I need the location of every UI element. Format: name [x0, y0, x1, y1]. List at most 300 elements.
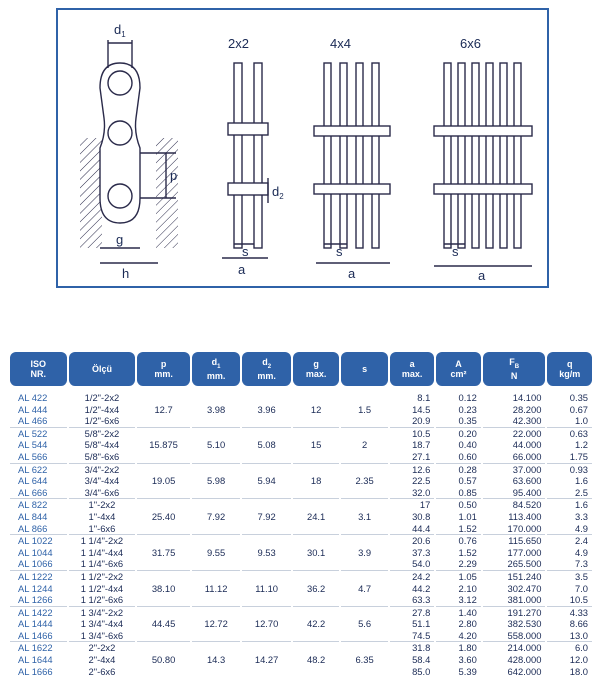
s-cell	[341, 666, 387, 678]
d2-cell	[242, 427, 291, 440]
weight-cell: 2.5	[574, 486, 588, 498]
s-cell	[341, 523, 387, 535]
area-cell: 0.50	[436, 498, 480, 511]
d1-cell	[192, 415, 241, 427]
pitch-cell	[137, 666, 190, 678]
iso-number-cell: AL 566	[18, 450, 48, 462]
weight-cell: 4.9	[574, 546, 588, 558]
table-row	[10, 583, 592, 595]
pitch-cell	[137, 427, 190, 440]
a-max-cell: 58.4	[412, 654, 431, 666]
chain-spec-table-container	[8, 352, 594, 677]
a-max-cell: 18.7	[412, 439, 431, 451]
s-cell	[341, 641, 387, 654]
g-max-cell	[293, 594, 339, 606]
table-row	[10, 392, 592, 404]
iso-number-cell: AL 466	[18, 415, 48, 427]
pitch-cell: 12.7	[154, 403, 173, 415]
area-cell: 4.20	[458, 629, 477, 641]
chain-spec-table	[8, 352, 594, 677]
breaking-force-cell: 381.000	[507, 594, 542, 606]
size-cell: 1 1/2"-6x6	[80, 594, 124, 606]
s-cell	[341, 534, 387, 547]
label-d2: $d_2$	[272, 184, 284, 201]
pitch-cell	[137, 498, 190, 511]
size-cell: 5/8"-2x2	[69, 427, 136, 440]
s-cell: 3.1	[358, 510, 372, 522]
area-cell: 0.60	[458, 450, 477, 462]
a-max-cell: 37.3	[412, 546, 431, 558]
g-max-cell	[293, 451, 339, 463]
a-max-cell: 44.4	[412, 522, 431, 534]
s-cell	[341, 498, 387, 511]
iso-number-cell: AL 822	[10, 498, 67, 511]
table-row	[10, 498, 592, 511]
d1-cell: 14.3	[206, 654, 226, 666]
iso-number-cell: AL 1622	[10, 641, 67, 654]
breaking-force-cell: 558.000	[507, 629, 542, 641]
pitch-cell	[137, 558, 190, 570]
iso-number-cell: AL 1066	[18, 558, 53, 570]
g-max-cell: 18	[310, 475, 322, 487]
area-cell: 0.28	[436, 463, 480, 476]
s-cell	[341, 415, 387, 427]
a-max-cell: 74.5	[412, 629, 431, 641]
d1-cell	[192, 606, 241, 619]
d2-cell	[242, 498, 291, 511]
pitch-cell	[137, 630, 190, 642]
table-row	[10, 523, 592, 535]
d1-cell	[192, 498, 241, 511]
breaking-force-cell: 265.500	[507, 558, 542, 570]
d2-cell	[242, 534, 291, 547]
table-body	[10, 386, 592, 677]
pitch-cell	[137, 392, 190, 404]
a-max-cell: 32.0	[412, 486, 431, 498]
weight-cell: 1.6	[574, 475, 588, 487]
breaking-force-cell: 14.100	[512, 392, 542, 403]
area-cell: 0.23	[458, 403, 477, 415]
area-cell: 0.76	[436, 534, 480, 547]
iso-number-cell: AL 844	[18, 510, 48, 522]
area-cell: 2.80	[458, 618, 477, 630]
breaking-force-cell: 642.000	[507, 665, 542, 677]
area-cell: 1.01	[458, 510, 477, 522]
d2-cell	[242, 487, 291, 499]
d1-cell	[192, 594, 241, 606]
iso-number-cell: AL 522	[10, 427, 67, 440]
table-row	[10, 487, 592, 499]
d2-cell: 9.53	[257, 546, 276, 558]
table-row	[10, 451, 592, 463]
weight-cell: 1.6	[547, 498, 592, 511]
g-max-cell: 12	[310, 403, 322, 415]
d2-cell	[242, 570, 291, 583]
breaking-force-cell: 63.600	[512, 475, 542, 487]
iso-number-cell: AL 1444	[18, 618, 53, 630]
d1-cell	[192, 392, 241, 404]
label-a-4x4: a	[348, 266, 356, 281]
g-max-cell: 24.1	[306, 510, 326, 522]
breaking-force-cell: 42.300	[512, 415, 542, 427]
pitch-cell	[137, 570, 190, 583]
column-header: a max.	[390, 352, 434, 386]
iso-number-cell: AL 1666	[18, 665, 53, 677]
label-s-4x4: s	[336, 244, 343, 259]
g-max-cell	[293, 558, 339, 570]
weight-cell: 4.9	[574, 522, 588, 534]
s-cell: 1.5	[358, 403, 372, 415]
d1-cell	[192, 630, 241, 642]
weight-cell: 7.3	[574, 558, 588, 570]
pitch-cell: 15.875	[149, 439, 178, 451]
weight-cell: 3.5	[547, 570, 592, 583]
pitch-cell	[137, 523, 190, 535]
d1-cell: 3.98	[206, 403, 226, 415]
table-row	[10, 558, 592, 570]
size-cell: 1 1/4"-2x2	[69, 534, 136, 547]
column-header: A cm²	[436, 352, 480, 386]
s-cell	[341, 570, 387, 583]
pitch-cell	[137, 451, 190, 463]
table-row	[10, 475, 592, 487]
g-max-cell	[293, 641, 339, 654]
size-cell: 1 3/4"-6x6	[80, 629, 124, 641]
d2-cell: 7.92	[257, 510, 276, 522]
area-cell: 1.40	[436, 606, 480, 619]
d1-cell	[192, 641, 241, 654]
d2-cell: 3.96	[257, 403, 276, 415]
s-cell: 4.7	[358, 582, 372, 594]
size-cell: 1 1/2"-4x4	[80, 582, 124, 594]
iso-number-cell: AL 622	[10, 463, 67, 476]
label-a-2x2: a	[238, 262, 246, 277]
d2-cell	[242, 630, 291, 642]
table-row	[10, 439, 592, 451]
column-header: $d_2$ mm.	[242, 352, 291, 386]
d1-cell	[192, 451, 241, 463]
table-row	[10, 654, 592, 666]
size-cell: 3/4"-4x4	[84, 475, 120, 487]
s-cell	[341, 463, 387, 476]
g-max-cell: 30.1	[306, 546, 326, 558]
g-max-cell	[293, 570, 339, 583]
a-max-cell: 20.6	[390, 534, 434, 547]
s-cell	[341, 392, 387, 404]
size-cell: 1"-4x4	[88, 510, 116, 522]
weight-cell: 13.0	[569, 629, 588, 641]
pitch-cell: 31.75	[151, 546, 176, 558]
size-cell: 1 3/4"-4x4	[80, 618, 124, 630]
weight-cell: 3.3	[574, 510, 588, 522]
s-cell	[341, 606, 387, 619]
g-max-cell	[293, 498, 339, 511]
breaking-force-cell: 95.400	[512, 486, 542, 498]
g-max-cell	[293, 415, 339, 427]
iso-number-cell: AL 1022	[10, 534, 67, 547]
table-row	[10, 404, 592, 416]
table-row	[10, 594, 592, 606]
g-max-cell	[293, 666, 339, 678]
d2-cell	[242, 641, 291, 654]
d1-cell	[192, 427, 241, 440]
weight-cell: 0.35	[569, 392, 588, 403]
weight-cell: 7.0	[574, 582, 588, 594]
label-h: h	[122, 266, 130, 281]
size-cell: 1/2"-4x4	[84, 403, 120, 415]
d2-cell	[242, 451, 291, 463]
a-max-cell: 22.5	[412, 475, 431, 487]
size-cell: 2"-2x2	[69, 641, 136, 654]
a-max-cell: 17	[390, 498, 434, 511]
column-header: $F_B$ N	[483, 352, 546, 386]
g-max-cell: 36.2	[306, 582, 326, 594]
column-header: g max.	[293, 352, 339, 386]
breaking-force-cell: 37.000	[483, 463, 546, 476]
d2-cell	[242, 415, 291, 427]
s-cell	[341, 630, 387, 642]
a-max-cell: 14.5	[412, 403, 431, 415]
area-cell: 3.12	[458, 594, 477, 606]
column-header: q kg/m	[547, 352, 592, 386]
s-cell: 3.9	[358, 546, 372, 558]
table-row	[10, 547, 592, 559]
iso-number-cell: AL 1244	[18, 582, 53, 594]
d2-cell	[242, 666, 291, 678]
s-cell	[341, 558, 387, 570]
a-max-cell: 10.5	[390, 427, 434, 440]
s-cell	[341, 487, 387, 499]
breaking-force-cell: 191.270	[483, 606, 546, 619]
g-max-cell: 15	[310, 439, 322, 451]
label-6x6: 6x6	[460, 36, 481, 51]
a-max-cell: 85.0	[412, 665, 431, 677]
d1-cell	[192, 523, 241, 535]
breaking-force-cell: 28.200	[512, 403, 542, 415]
breaking-force-cell: 44.000	[512, 439, 542, 451]
pitch-cell	[137, 463, 190, 476]
d1-cell: 11.12	[204, 582, 228, 594]
iso-number-cell: AL 1644	[18, 654, 53, 666]
breaking-force-cell: 115.650	[483, 534, 546, 547]
size-cell: 3/4"-2x2	[69, 463, 136, 476]
size-cell: 2"-6x6	[88, 665, 116, 677]
s-cell: 2	[361, 439, 368, 451]
breaking-force-cell: 113.400	[508, 510, 542, 522]
pitch-cell: 25.40	[151, 510, 176, 522]
label-p: p	[170, 168, 178, 183]
weight-cell: 0.63	[547, 427, 592, 440]
a-max-cell: 12.6	[390, 463, 434, 476]
g-max-cell	[293, 392, 339, 404]
breaking-force-cell: 214.000	[483, 641, 546, 654]
size-cell: 5/8"-6x6	[84, 450, 120, 462]
breaking-force-cell: 302.470	[507, 582, 542, 594]
pitch-cell	[137, 594, 190, 606]
area-cell: 0.35	[458, 415, 477, 427]
table-row	[10, 415, 592, 427]
area-cell: 2.29	[458, 558, 477, 570]
d2-cell	[242, 463, 291, 476]
g-max-cell	[293, 487, 339, 499]
area-cell: 1.52	[458, 522, 477, 534]
weight-cell: 12.0	[569, 654, 588, 666]
pitch-cell	[137, 415, 190, 427]
d1-cell	[192, 487, 241, 499]
label-2x2: 2x2	[228, 36, 249, 51]
breaking-force-cell: 428.000	[507, 654, 542, 666]
size-cell: 3/4"-6x6	[84, 486, 120, 498]
area-cell: 2.10	[458, 582, 477, 594]
a-max-cell: 51.1	[412, 618, 431, 630]
weight-cell: 6.0	[547, 641, 592, 654]
breaking-force-cell: 66.000	[512, 450, 542, 462]
size-cell: 1 1/2"-2x2	[69, 570, 136, 583]
weight-cell: 10.5	[569, 594, 588, 606]
d2-cell: 14.27	[254, 654, 279, 666]
a-max-cell: 27.1	[412, 450, 431, 462]
a-max-cell: 44.2	[412, 582, 431, 594]
area-cell: 1.80	[436, 641, 480, 654]
size-cell: 1 3/4"-2x2	[69, 606, 136, 619]
breaking-force-cell: 382.530	[507, 618, 542, 630]
size-cell: 1"-2x2	[69, 498, 136, 511]
column-header: Ölçü	[69, 352, 136, 386]
chain-technical-drawing	[56, 8, 549, 288]
iso-number-cell: AL 644	[18, 475, 48, 487]
a-max-cell: 30.8	[412, 510, 431, 522]
g-max-cell: 48.2	[306, 654, 326, 666]
size-cell: 1 1/4"-6x6	[80, 558, 124, 570]
pitch-cell: 50.80	[151, 654, 176, 666]
area-cell: 1.52	[458, 546, 477, 558]
breaking-force-cell: 177.000	[507, 546, 542, 558]
d2-cell	[242, 392, 291, 404]
d1-cell: 7.92	[206, 510, 226, 522]
iso-number-cell: AL 866	[18, 522, 48, 534]
area-cell: 5.39	[458, 665, 477, 677]
s-cell	[341, 427, 387, 440]
iso-number-cell: AL 1422	[10, 606, 67, 619]
iso-number-cell: AL 544	[18, 439, 48, 451]
d2-cell	[242, 558, 291, 570]
iso-number-cell: AL 1222	[10, 570, 67, 583]
breaking-force-cell: 84.520	[483, 498, 546, 511]
label-g: g	[116, 232, 124, 247]
table-row	[10, 570, 592, 583]
column-header: $d_1$ mm.	[192, 352, 241, 386]
area-cell: 0.12	[458, 392, 477, 403]
iso-number-cell: AL 1044	[18, 546, 53, 558]
a-max-cell: 24.2	[390, 570, 434, 583]
size-cell: 1/2"-6x6	[84, 415, 120, 427]
label-s-6x6: s	[452, 244, 459, 259]
table-row	[10, 463, 592, 476]
d1-cell	[192, 558, 241, 570]
weight-cell: 0.67	[569, 403, 588, 415]
d2-cell: 5.08	[257, 439, 276, 451]
size-cell: 1/2"-2x2	[84, 392, 120, 403]
table-row	[10, 641, 592, 654]
area-cell: 0.85	[458, 486, 477, 498]
column-header: ISO NR.	[10, 352, 67, 386]
s-cell: 6.35	[355, 654, 374, 666]
size-cell: 2"-4x4	[88, 654, 116, 666]
d1-cell: 9.55	[206, 546, 226, 558]
area-cell: 0.57	[458, 475, 477, 487]
d1-cell: 12.72	[204, 618, 228, 630]
weight-cell: 4.33	[547, 606, 592, 619]
a-max-cell: 27.8	[390, 606, 434, 619]
s-cell: 5.6	[358, 618, 372, 630]
s-cell	[341, 594, 387, 606]
weight-cell: 0.93	[547, 463, 592, 476]
a-max-cell: 63.3	[412, 594, 431, 606]
weight-cell: 8.66	[569, 618, 588, 630]
d2-cell	[242, 594, 291, 606]
column-header: s	[341, 352, 387, 386]
area-cell: 0.20	[436, 427, 480, 440]
a-max-cell: 54.0	[412, 558, 431, 570]
table-row	[10, 666, 592, 678]
size-cell: 5/8"-4x4	[84, 439, 120, 451]
label-s-2x2: s	[242, 244, 249, 259]
s-cell	[341, 451, 387, 463]
area-cell: 3.60	[458, 654, 477, 666]
weight-cell: 1.0	[574, 415, 588, 427]
a-max-cell: 31.8	[390, 641, 434, 654]
pitch-cell: 19.05	[151, 475, 176, 487]
label-d1: $d_1$	[114, 22, 126, 39]
d2-cell	[242, 523, 291, 535]
iso-number-cell: AL 666	[18, 486, 48, 498]
g-max-cell	[293, 534, 339, 547]
d2-cell: 11.10	[255, 582, 278, 594]
area-cell: 0.40	[458, 439, 477, 451]
weight-cell: 18.0	[569, 665, 588, 677]
breaking-force-cell: 170.000	[507, 522, 542, 534]
table-row	[10, 534, 592, 547]
table-row	[10, 606, 592, 619]
breaking-force-cell: 22.000	[483, 427, 546, 440]
s-cell: 2.35	[355, 475, 374, 487]
label-4x4: 4x4	[330, 36, 351, 51]
g-max-cell	[293, 523, 339, 535]
iso-number-cell: AL 1266	[18, 594, 53, 606]
a-max-cell: 8.1	[417, 392, 431, 403]
g-max-cell	[293, 630, 339, 642]
weight-cell: 2.4	[547, 534, 592, 547]
d1-cell: 5.98	[206, 475, 226, 487]
g-max-cell	[293, 606, 339, 619]
weight-cell: 1.75	[569, 450, 588, 462]
d1-cell	[192, 463, 241, 476]
size-cell: 1"-6x6	[88, 522, 116, 534]
d2-cell: 5.94	[257, 475, 276, 487]
area-cell: 1.05	[436, 570, 480, 583]
column-header: p mm.	[137, 352, 190, 386]
table-row	[10, 618, 592, 630]
pitch-cell	[137, 606, 190, 619]
a-max-cell: 20.9	[412, 415, 431, 427]
g-max-cell	[293, 427, 339, 440]
pitch-cell	[137, 534, 190, 547]
pitch-cell	[137, 487, 190, 499]
d1-cell: 5.10	[206, 439, 226, 451]
breaking-force-cell: 151.240	[483, 570, 546, 583]
iso-number-cell: AL 422	[18, 392, 48, 403]
d1-cell	[192, 666, 241, 678]
